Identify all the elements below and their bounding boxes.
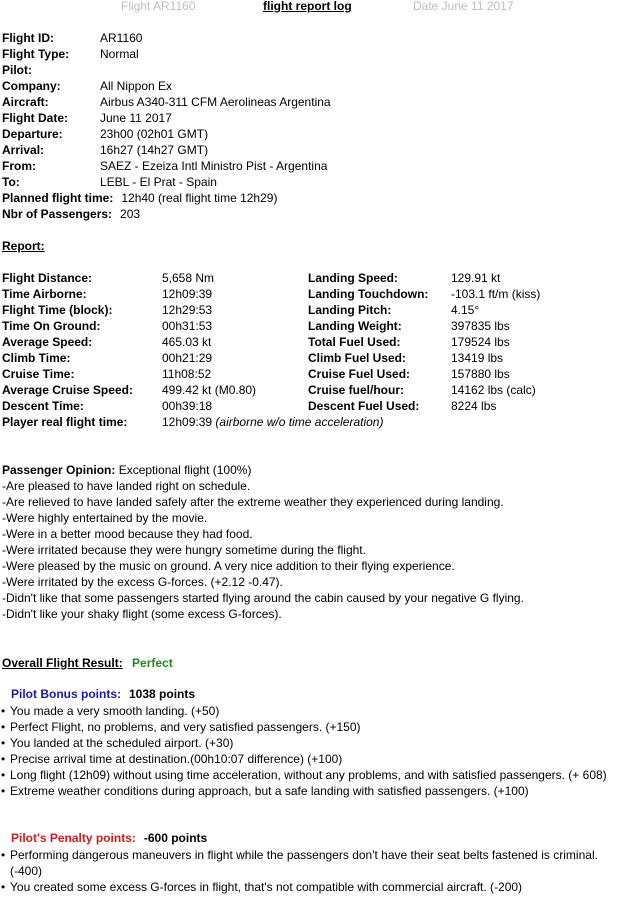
stat-label: Cruise fuel/hour: [308,383,405,397]
report-title: flight report log [263,0,352,13]
info-label: Aircraft: [2,95,49,109]
bonus-points: 1038 points [129,687,196,701]
report-header [0,0,633,14]
bonus-section [0,686,630,799]
stat-label: Total Fuel Used: [308,335,401,349]
info-label: To: [2,175,20,189]
stat-label: Landing Speed: [308,271,398,285]
stat-label: Time On Ground: [2,319,101,333]
stat-label: Flight Time (block): [2,303,113,317]
info-row-from [2,158,331,174]
opinion-line: -Were irritated by the excess G-forces. (+2.12 -0.47). [2,575,283,589]
stat-label: Cruise Time: [2,367,75,381]
stat-value: 00h39:18 [162,399,213,413]
stat-label: Cruise Fuel Used: [308,367,411,381]
penalty-item: • You created some excess G-forces in flight, that's not compatible with commercial aircraft. (-200) [0,879,630,895]
stat-label: Climb Time: [2,351,71,365]
penalty-heading [0,830,630,847]
info-label: Arrival: [2,143,45,157]
info-value: June 11 2017 [100,111,172,125]
opinion-line: -Were highly entertained by the movie. [2,511,208,525]
info-row-departure [2,126,331,142]
bonus-heading [0,686,630,703]
bonus-item: • You made a very smooth landing. (+50) [0,703,630,719]
info-label: Flight ID: [2,31,54,45]
bonus-item: • Precise arrival time at destination.(00h10:07 difference) (+100) [0,751,630,767]
opinion-summary [2,462,524,478]
stat-value: 00h31:53 [162,319,213,333]
info-value: Airbus A340-311 CFM Aerolineas Argentina [100,95,331,109]
info-label: Departure: [2,127,63,141]
info-row-pilot [2,62,331,78]
bonus-item: • Long flight (12h09) without using time acceleration, without any problems, and with satisfied passengers. (+ 608) [0,767,630,783]
info-value: 12h40 (real flight time 12h29) [121,191,278,205]
header-flight-id: Flight AR1160 [121,0,196,13]
stat-label: Landing Touchdown: [308,287,429,301]
info-row-planned-time [2,190,331,206]
stat-value: 465.03 kt [162,335,212,349]
stat-value: 179524 lbs [451,335,510,349]
info-value: 23h00 (02h01 GMT) [100,127,209,141]
info-value: All Nippon Ex [100,79,173,93]
stat-label: Average Cruise Speed: [2,383,133,397]
info-row-flight-id [2,30,331,46]
info-row-arrival [2,142,331,158]
stat-label: Flight Distance: [2,271,93,285]
stat-label: Climb Fuel Used: [308,351,407,365]
info-label: From: [2,159,36,173]
info-value: 16h27 (14h27 GMT) [100,143,209,157]
opinion-line: -Were in a better mood because they had food. [2,527,253,541]
stat-value: 5,658 Nm [162,271,215,285]
stat-value: 129.91 kt [451,271,501,285]
opinion-value: Exceptional flight (100%) [118,463,252,477]
info-row-passengers [2,206,331,222]
overall-label: Overall Flight Result: [2,656,123,670]
opinion-line: -Were irritated because they were hungry sometime during the flight. [2,543,366,557]
stat-label: Time Airborne: [2,287,87,301]
penalty-item: • Performing dangerous maneuvers in flight while the passengers don't have their seat belts fastened is criminal. (-400) [0,847,630,879]
info-label: Company: [2,79,61,93]
opinion-line: -Are relieved to have landed safely after the extreme weather they experienced during landing. [2,495,504,509]
info-value: AR1160 [100,31,143,45]
flight-info [2,30,331,222]
info-row-aircraft [2,94,331,110]
info-label: Flight Date: [2,111,68,125]
stat-value: 14162 lbs (calc) [451,383,536,397]
info-row-flight-type [2,46,331,62]
penalty-section [0,830,630,895]
stat-value: 11h08:52 [162,367,212,381]
stat-value: 00h21:29 [162,351,213,365]
info-label: Pilot: [2,63,32,77]
stat-label: Descent Fuel Used: [308,399,420,413]
info-value: LEBL - El Prat - Spain [100,175,217,189]
info-row-to [2,174,331,190]
bonus-item: • You landed at the scheduled airport. (+30) [0,735,630,751]
stat-value: 13419 lbs [451,351,504,365]
stat-value: -103.1 ft/m (kiss) [451,287,541,301]
overall-result [2,655,173,671]
opinion-line: -Didn't like your shaky flight (some excess G-forces). [2,607,282,621]
info-value: Normal [100,47,139,61]
penalty-label: Pilot's Penalty points: [11,831,136,845]
stat-value: 499.42 kt (M0.80) [162,383,257,397]
report-heading: Report: [2,239,45,253]
stat-value: 157880 lbs [451,367,510,381]
bonus-item: • Extreme weather conditions during approach, but a safe landing with satisfied passengers. (+100) [0,783,630,799]
stat-value [162,414,383,430]
stat-value: 8224 lbs [451,399,497,413]
overall-value: Perfect [132,656,173,670]
stat-label: Landing Pitch: [308,303,392,317]
opinion-line: -Are pleased to have landed right on schedule. [2,479,251,493]
bonus-label: Pilot Bonus points: [11,687,121,701]
info-value: SAEZ - Ezeiza Intl Ministro Pist - Argentina [100,159,328,173]
opinion-line: -Were pleased by the music on ground. A very nice addition to their flying experience. [2,559,455,573]
stat-value: 397835 lbs [451,319,510,333]
info-label: Planned flight time: [2,191,114,205]
stat-label: Average Speed: [2,335,93,349]
stat-value: 4.15° [451,303,480,317]
stat-label: Landing Weight: [308,319,402,333]
info-row-company [2,78,331,94]
bonus-item: • Perfect Flight, no problems, and very satisfied passengers. (+150) [0,719,630,735]
opinion-label: Passenger Opinion: [2,463,116,477]
info-label: Nbr of Passengers: [2,207,113,221]
stat-value: 12h09:39 [162,287,213,301]
penalty-points: -600 points [143,831,208,845]
info-label: Flight Type: [2,47,70,61]
bonus-list [0,703,630,799]
stat-label: Player real flight time: [2,415,128,429]
player-time-value: 12h09:39 [162,415,213,429]
header-date: Date June 11 2017 [413,0,514,13]
info-row-flight-date [2,110,331,126]
penalty-list [0,847,630,895]
passenger-opinion [2,462,524,622]
stat-value: 12h29:53 [162,303,213,317]
stat-label: Descent Time: [2,399,84,413]
info-value: 203 [120,207,141,221]
player-time-note: (airborne w/o time acceleration) [215,415,384,429]
opinion-line: -Didn't like that some passengers started flying around the cabin caused by your negative G flying. [2,591,524,605]
